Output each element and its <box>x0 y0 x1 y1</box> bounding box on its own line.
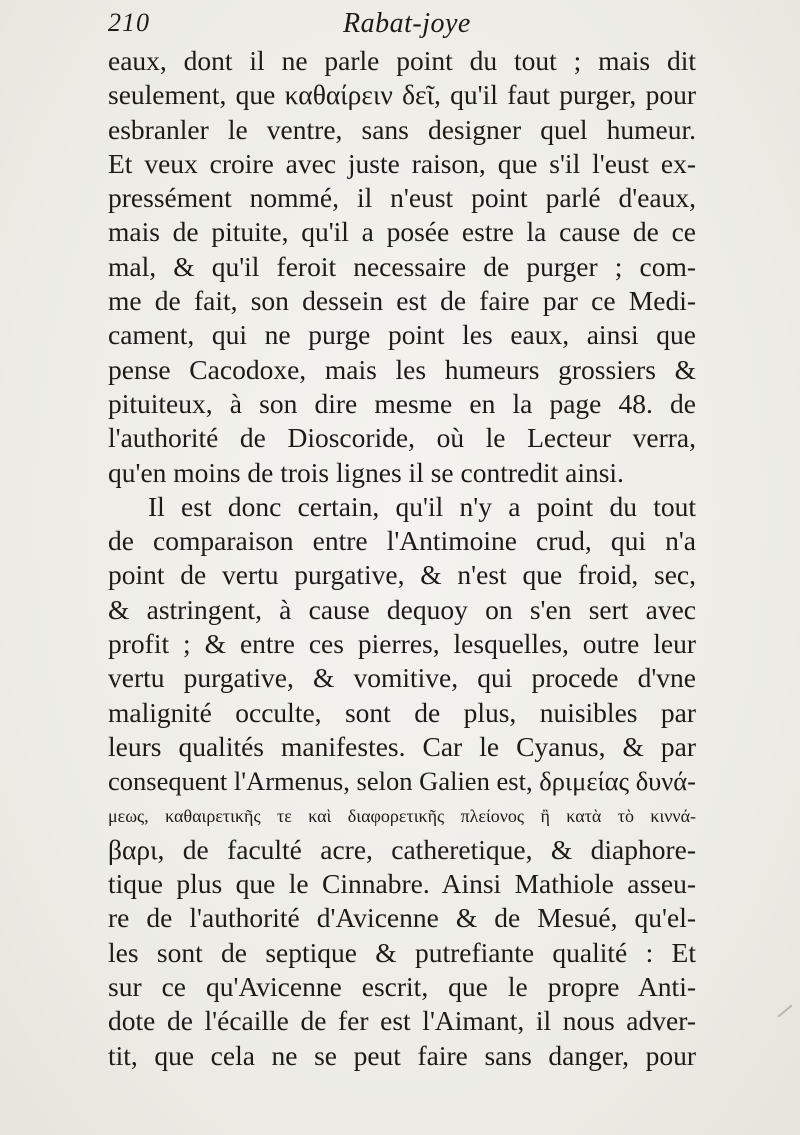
text-line: re de l'authorité d'Avicenne & de Mesué, qu'el- <box>108 902 696 934</box>
text-line: cament, qui ne purge point les eaux, ainsi que <box>108 319 696 351</box>
text-line: tique plus que le Cinnabre. Ainsi Mathiole asseu- <box>108 868 696 900</box>
text-line: profit ; & entre ces pierres, lesquelles, outre leur <box>108 628 696 660</box>
text-line: mais de pituite, qu'il a posée estre la cause de ce <box>108 216 696 248</box>
text-line: malignité occulte, sont de plus, nuisibles par <box>108 696 696 728</box>
text-line: l'authorité de Dioscoride, où le Lecteur verra, <box>108 422 696 454</box>
text-line: Et veux croire avec juste raison, que s'il l'eust ex- <box>108 147 696 179</box>
text-line: mal, & qu'il feroit necessaire de purger ; com- <box>108 250 696 282</box>
text-line: me de fait, son dessein est de faire par ce Medi- <box>108 285 696 317</box>
text-line: leurs qualités manifestes. Car le Cyanus, & par <box>108 730 696 762</box>
text-line: les sont de septique & putrefiante qualité : Et <box>108 936 696 968</box>
text-line: & astringent, à cause dequoy on s'en sert avec <box>108 593 696 625</box>
page-header <box>108 8 708 44</box>
text-line: de comparaison entre l'Antimoine crud, qui n'a <box>108 525 696 557</box>
text-line: eaux, dont il ne parle point du tout ; mais dit <box>108 45 696 76</box>
text-line: tit, que cela ne se peut faire sans danger, pour <box>108 1039 696 1071</box>
text-line: pituiteux, à son dire mesme en la page 48. de <box>108 387 696 419</box>
body-text <box>108 44 696 1073</box>
text-line: qu'en moins de trois lignes il se contredit ainsi. <box>108 456 624 488</box>
text-line: pense Cacodoxe, mais les humeurs grossiers & <box>108 353 696 385</box>
text-line: Il est donc certain, qu'il n'y a point du tout <box>148 490 696 522</box>
text-line: consequent l'Armenus, selon Galien est, δριμείας δυνά- <box>108 766 696 797</box>
paper-mark <box>777 1004 792 1017</box>
text-line: βαρι, de faculté acre, catheretique, & diaphore- <box>108 833 696 865</box>
text-line: vertu purgative, & vomitive, qui procede d'vne <box>108 662 696 694</box>
page-number: 210 <box>108 8 150 37</box>
text-line: dote de l'écaille de fer est l'Aimant, il nous adver- <box>108 1005 696 1037</box>
text-line: μεως, καθαιρετικῆς τε καὶ διαφορετικῆς πλείονος ἢ κατὰ τὸ κιννά- <box>108 805 696 826</box>
text-line: esbranler le ventre, sans designer quel humeur. <box>108 113 696 145</box>
running-title: Rabat-joye <box>343 8 471 39</box>
text-line: seulement, que καθαίρειν δεῖ, qu'il faut purger, pour <box>108 79 696 111</box>
text-line: sur ce qu'Avicenne escrit, que le propre Anti- <box>108 971 696 1003</box>
text-line: pressément nommé, il n'eust point parlé d'eaux, <box>108 182 696 214</box>
text-line: point de vertu purgative, & n'est que froid, sec, <box>108 559 696 591</box>
